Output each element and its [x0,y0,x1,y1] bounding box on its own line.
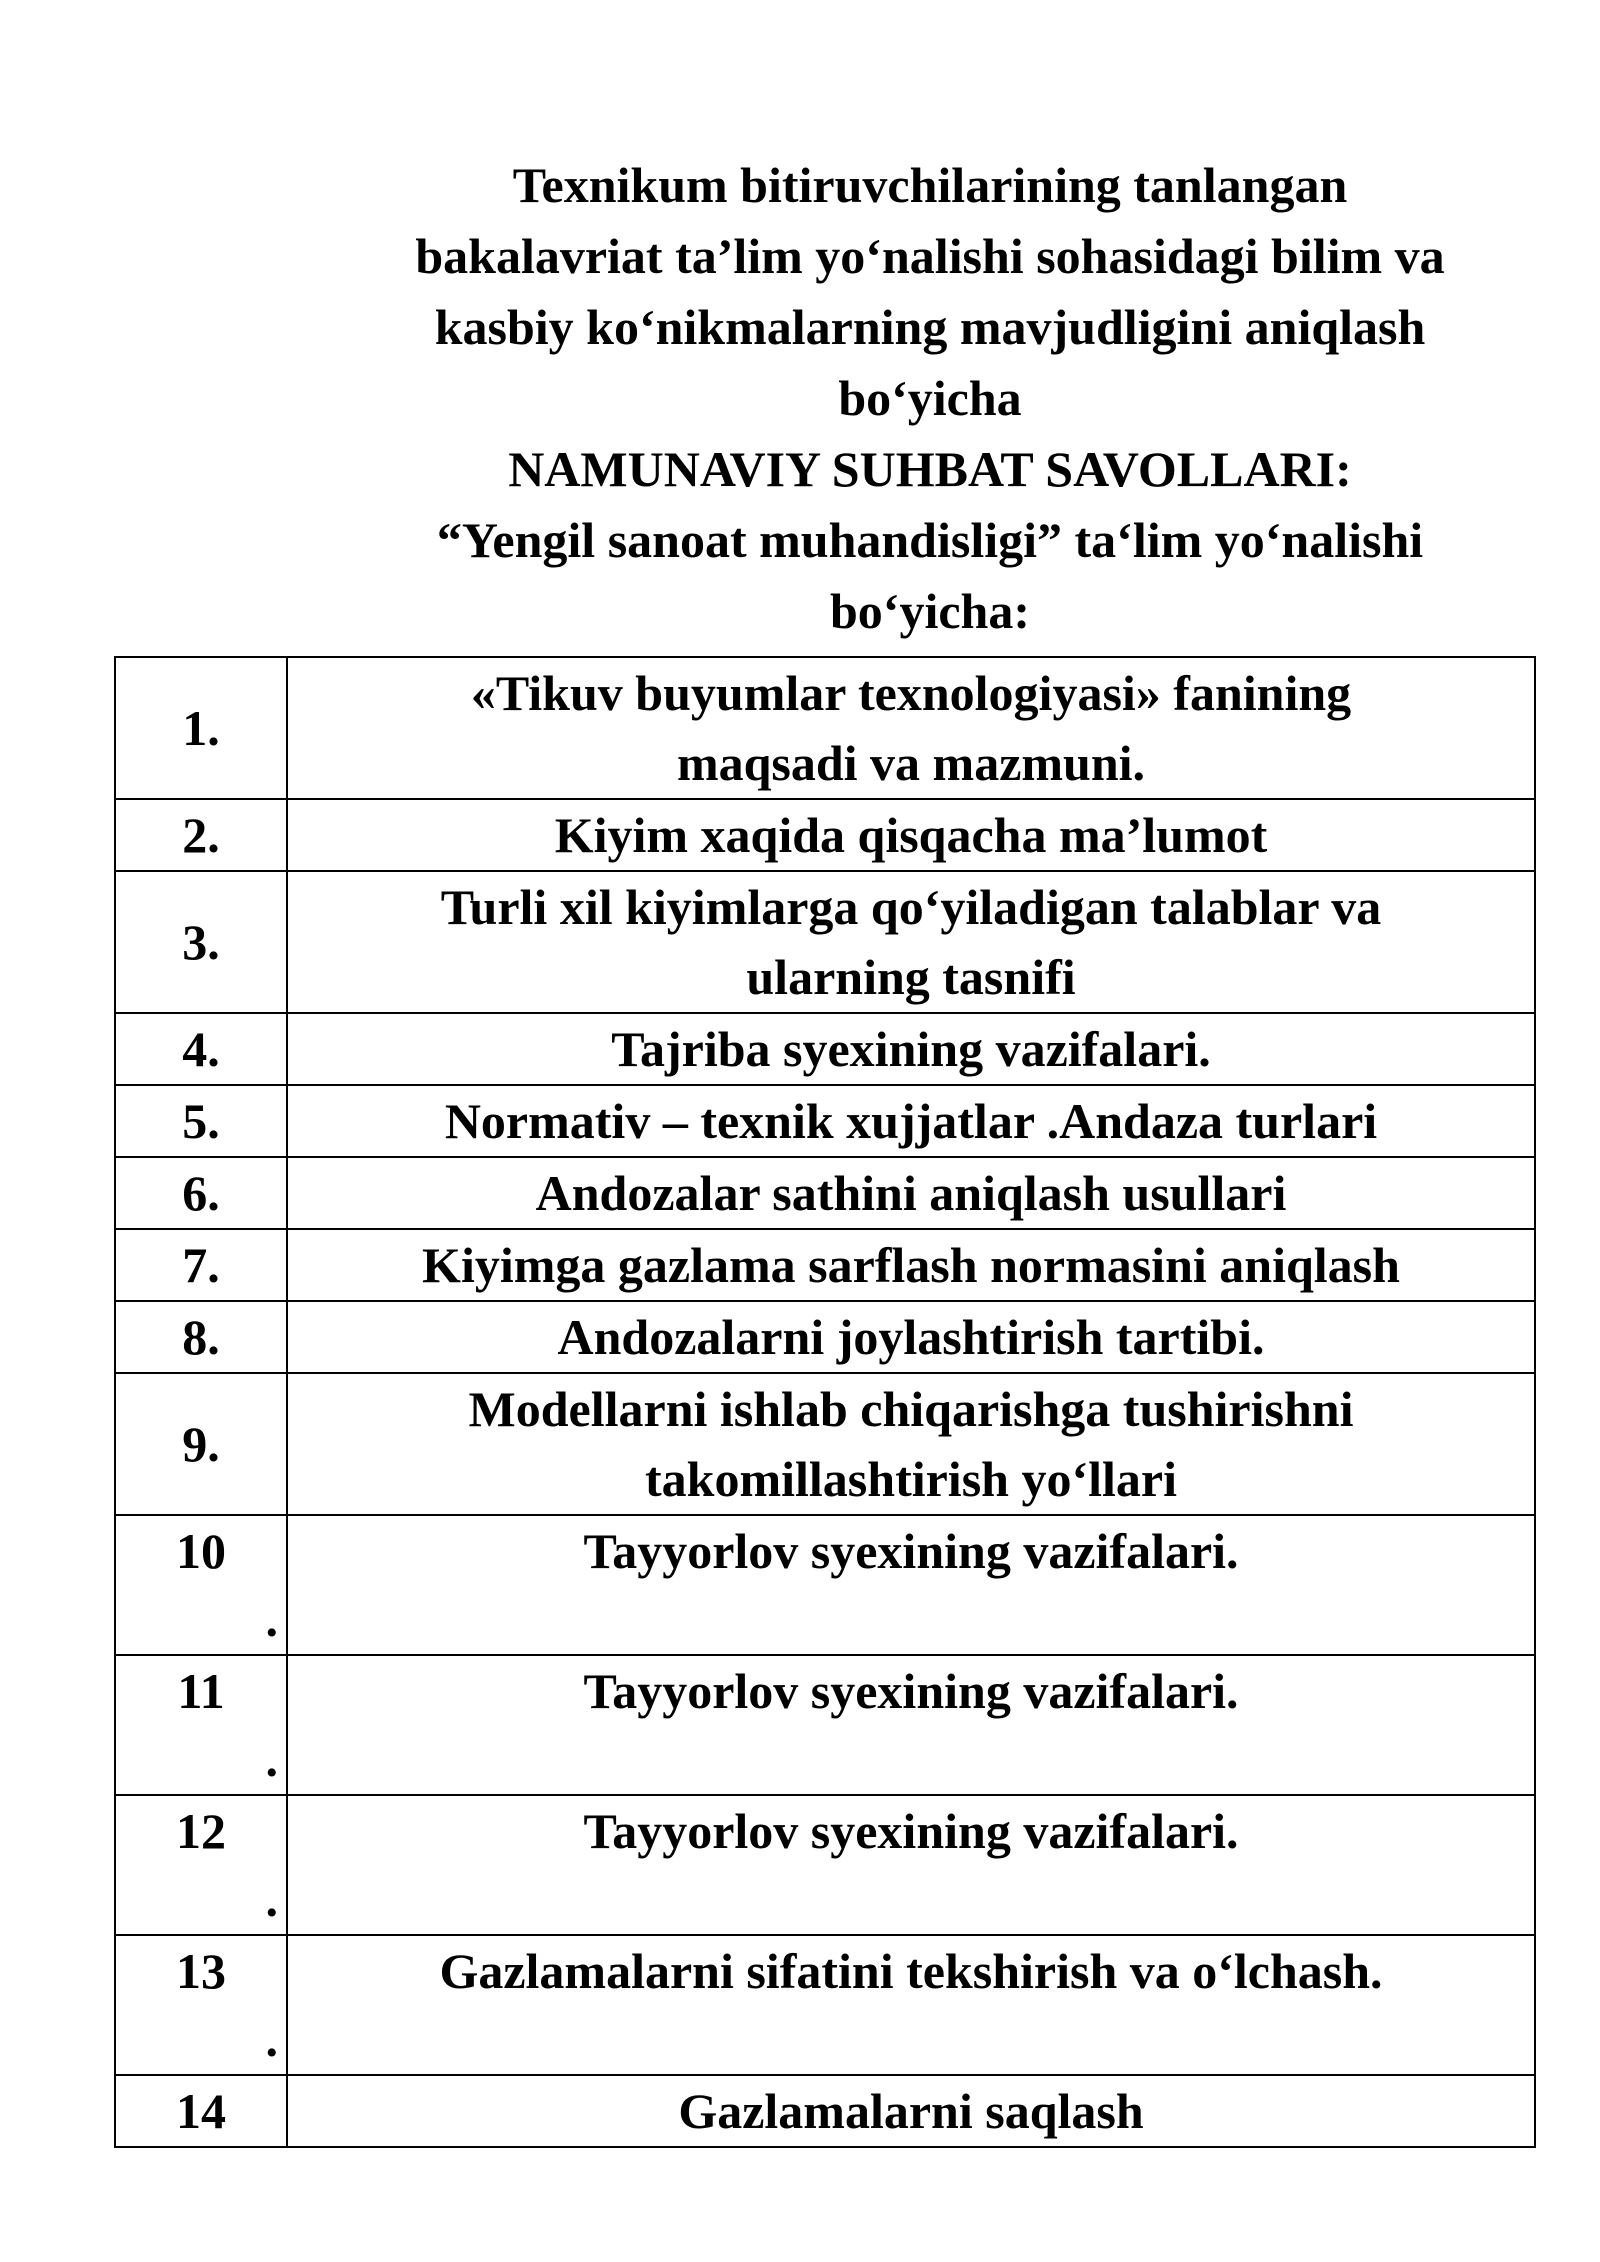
table-row [115,2075,1535,2147]
question-number: 3. [115,871,287,1013]
question-number: 1. [115,657,287,799]
heading-line: “Yengil sanoat muhandisligi” ta‘lim yo‘nalishi [436,512,1424,568]
table-row [115,1515,1535,1655]
table-row [115,1301,1535,1373]
question-number: 5. [115,1085,287,1157]
table-row [115,1013,1535,1085]
question-text: Kiyimga gazlama sarflash normasini aniqlash [287,1229,1535,1301]
question-text: Normativ – texnik xujjatlar .Andaza turlari [287,1085,1535,1157]
table-row [115,1373,1535,1515]
question-text: Modellarni ishlab chiqarishga tushirishni takomillashtirish yo‘llari [287,1373,1535,1515]
heading-line: Texnikum bitiruvchilarining tanlangan [512,157,1348,213]
questions-table [114,656,1536,2148]
heading-line: bo‘yicha [838,370,1022,426]
table-row [115,799,1535,871]
question-text: Kiyim xaqida qisqacha ma’lumot [287,799,1535,871]
heading-line: bakalavriat ta’lim yo‘nalishi sohasidagi bilim va [415,228,1445,284]
question-text: Gazlamalarni sifatini tekshirish va o‘lchash. [287,1935,1535,2075]
question-text: Gazlamalarni saqlash [287,2075,1535,2147]
table-row [115,1935,1535,2075]
question-number: 12 . [115,1795,287,1935]
table-row [115,1157,1535,1229]
question-text: Andozalar sathini aniqlash usullari [287,1157,1535,1229]
table-row [115,1795,1535,1935]
question-number: 10 . [115,1515,287,1655]
question-text: Turli xil kiyimlarga qo‘yiladigan talablar va ularning tasnifi [287,871,1535,1013]
question-number: 11 . [115,1655,287,1795]
question-number: 2. [115,799,287,871]
question-text: Andozalarni joylashtirish tartibi. [287,1301,1535,1373]
heading-line: NAMUNAVIY SUHBAT SAVOLLARI: [508,441,1352,497]
table-row [115,1229,1535,1301]
document-heading [340,150,1520,647]
table-row [115,657,1535,799]
heading-line: bo‘yicha: [830,583,1030,639]
table-row [115,1085,1535,1157]
question-text: «Tikuv buyumlar texnologiyasi» fanining maqsadi va mazmuni. [287,657,1535,799]
question-number: 9. [115,1373,287,1515]
question-text: Tayyorlov syexining vazifalari. [287,1795,1535,1935]
question-number: 13 . [115,1935,287,2075]
question-text: Tayyorlov syexining vazifalari. [287,1515,1535,1655]
question-number: 8. [115,1301,287,1373]
question-text: Tajriba syexining vazifalari. [287,1013,1535,1085]
table-row [115,1655,1535,1795]
heading-line: kasbiy ko‘nikmalarning mavjudligini aniqlash [434,299,1426,355]
question-text: Tayyorlov syexining vazifalari. [287,1655,1535,1795]
question-number: 4. [115,1013,287,1085]
table-row [115,871,1535,1013]
question-number: 7. [115,1229,287,1301]
question-number: 6. [115,1157,287,1229]
question-number: 14 [115,2075,287,2147]
